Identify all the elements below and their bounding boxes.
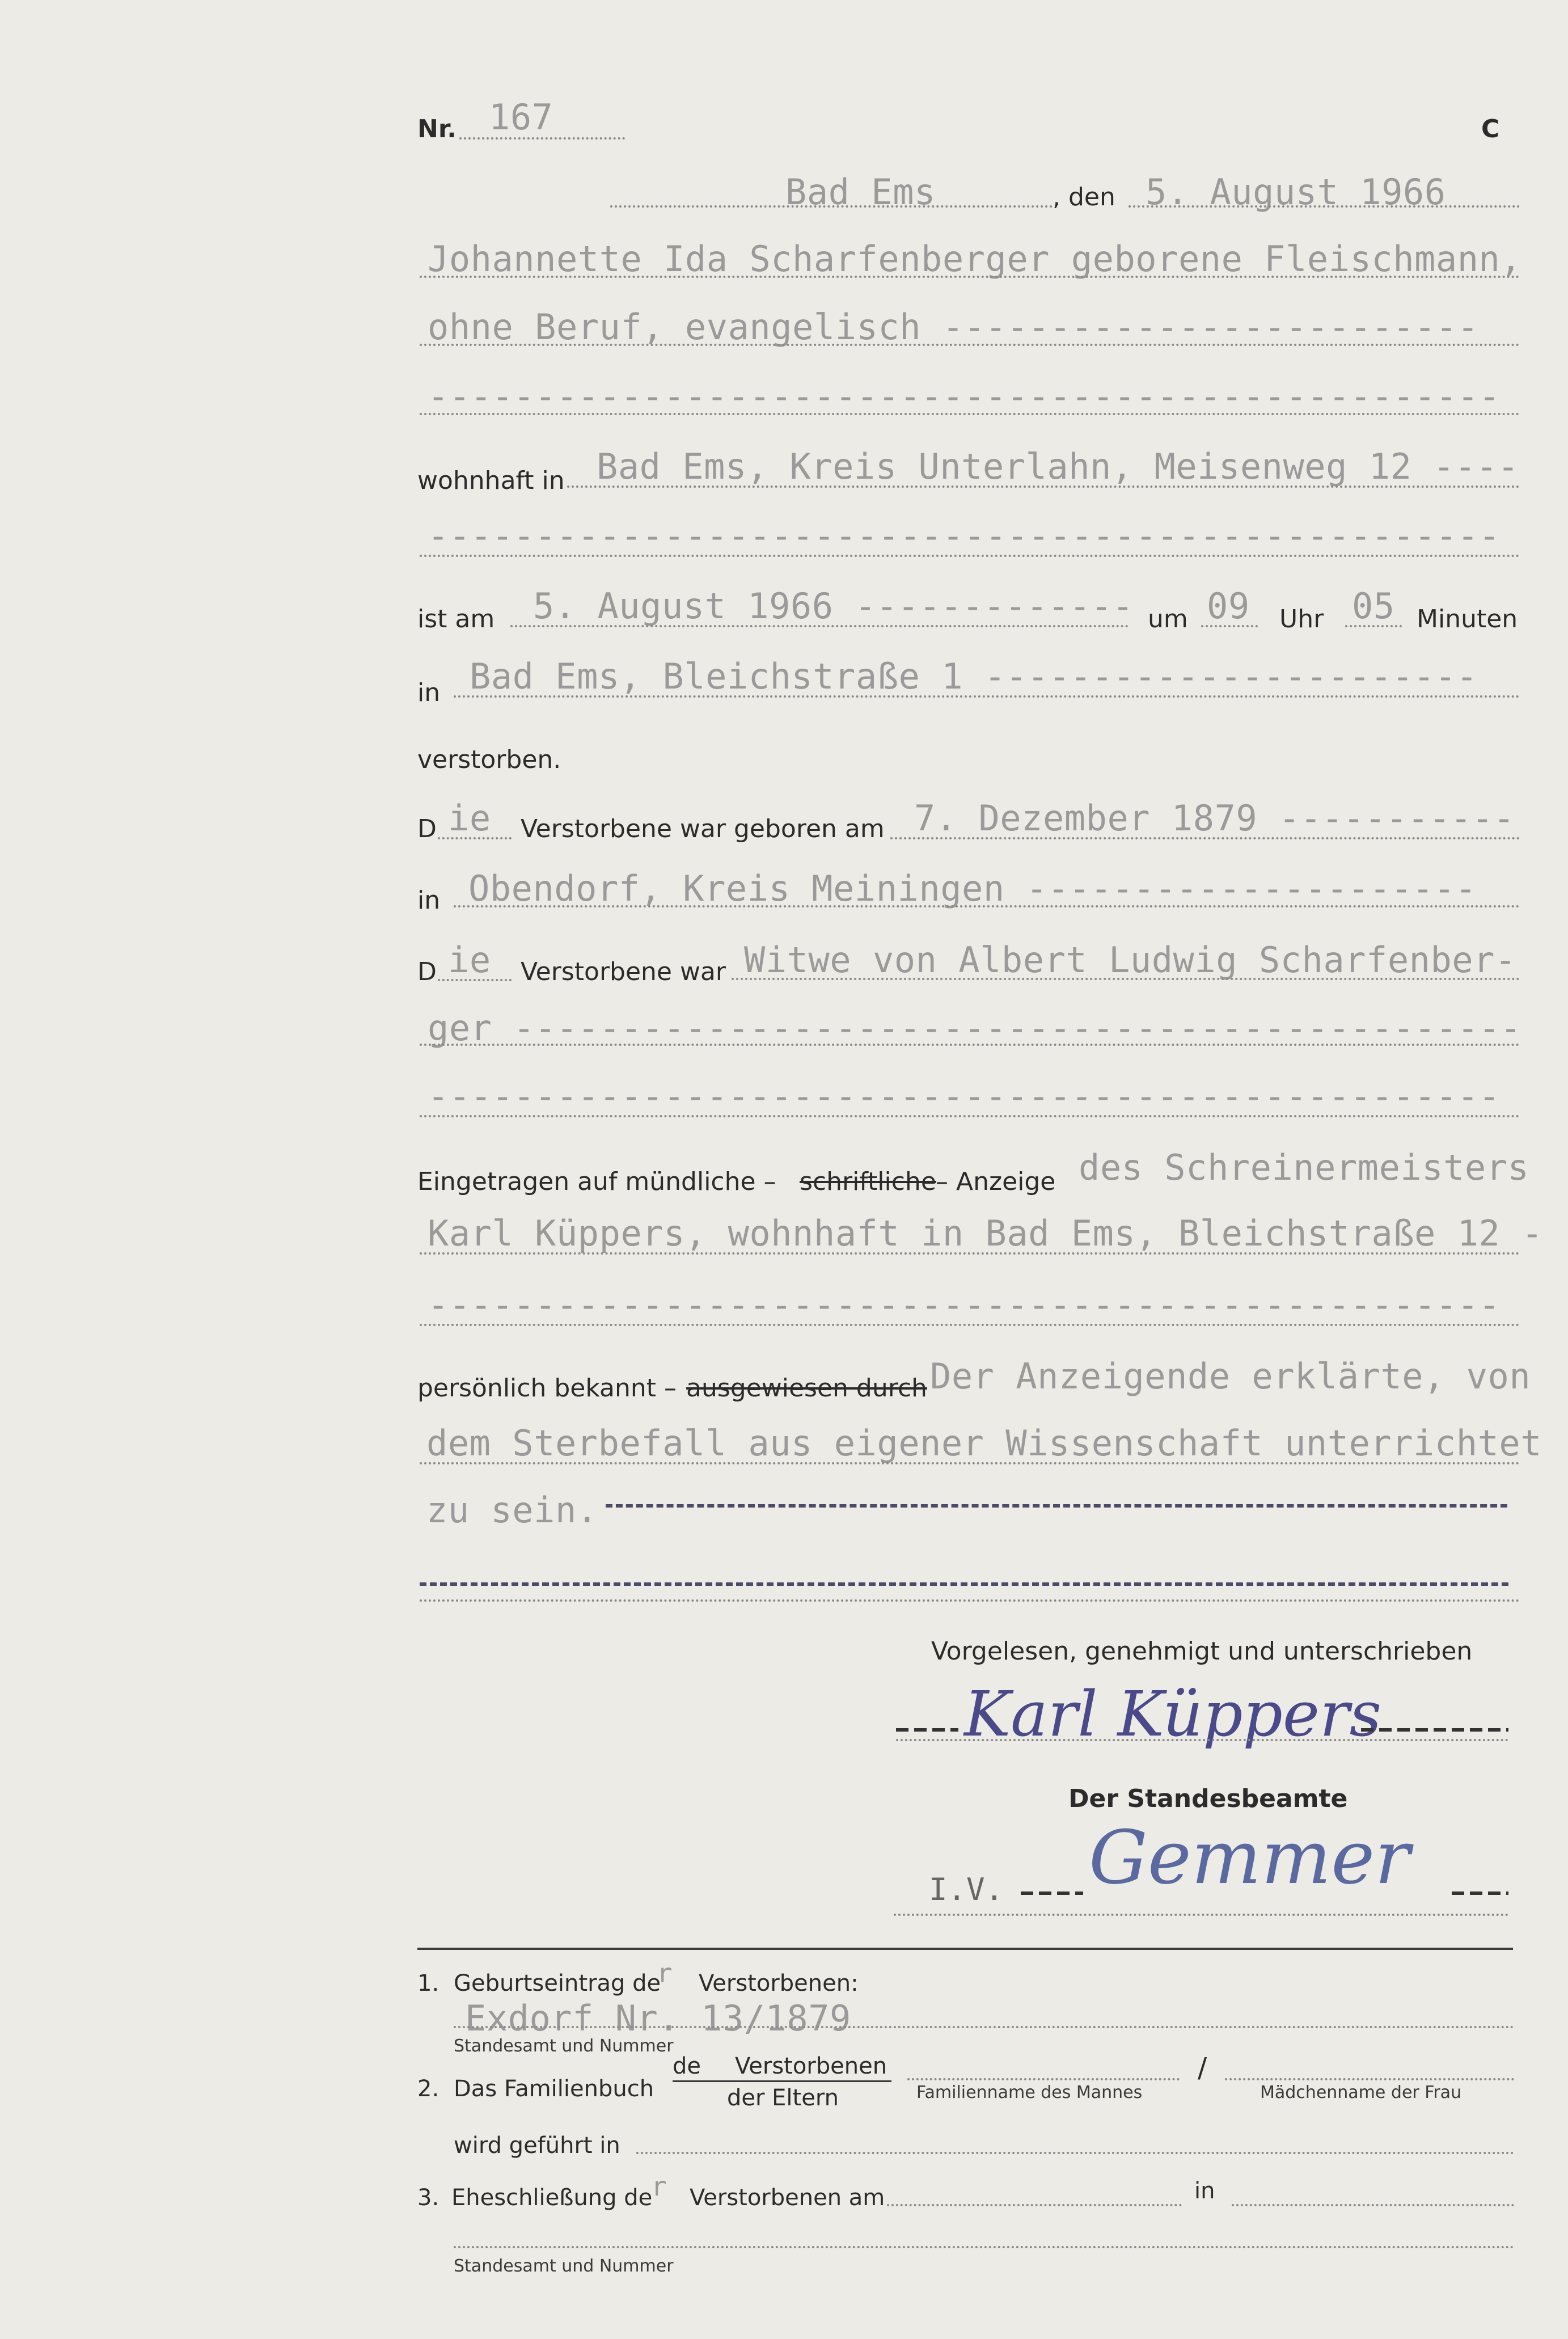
ist-am-label: ist am xyxy=(417,605,495,634)
item2-slash: / xyxy=(1198,2052,1207,2084)
item3-num: 3. xyxy=(417,2185,439,2211)
birth-place-rule xyxy=(454,905,1520,907)
birth-in-label: in xyxy=(417,886,441,915)
death-in-label: in xyxy=(417,678,441,707)
item2-label: Das Familienbuch xyxy=(454,2076,654,2102)
item2-mann-rule xyxy=(907,2078,1180,2080)
iv-label: I.V. xyxy=(929,1872,1004,1907)
identity-fill-dashes-2 xyxy=(420,1582,1508,1586)
identity-value1: Der Anzeigende erklärte, von xyxy=(930,1356,1531,1397)
status-label: Verstorbene war xyxy=(521,957,726,986)
birth-ie: ie xyxy=(448,797,491,839)
report-label-b: – Anzeige xyxy=(936,1167,1056,1196)
item1-r: r xyxy=(657,1958,673,1988)
item1-num: 1. xyxy=(417,1970,439,1996)
verstorben-label: verstorben. xyxy=(417,745,561,774)
birth-label: Verstorbene war geboren am xyxy=(521,814,885,843)
identity-line2: dem Sterbefall aus eigener Wissenschaft unterrichtet xyxy=(426,1422,1542,1464)
registrar-signature xyxy=(1021,1798,1520,1923)
kuppers-signature xyxy=(896,1673,1520,1758)
report-line2: Karl Küppers, wohnhaft in Bad Ems, Bleichstraße 12 - xyxy=(428,1213,1544,1254)
residence-line2-rule xyxy=(420,555,1520,557)
item2-de: de xyxy=(673,2053,701,2079)
item2-wird-label: wird geführt in xyxy=(454,2133,620,2159)
death-hour: 09 xyxy=(1207,585,1250,627)
corner-letter: C xyxy=(1481,115,1500,143)
status-value: Witwe von Albert Ludwig Scharfenber- xyxy=(744,939,1516,981)
date-line xyxy=(1129,205,1520,208)
item1-rule xyxy=(454,2026,1514,2028)
item2-fraction-bar xyxy=(673,2080,891,2082)
report-line3-rule xyxy=(420,1324,1520,1326)
status-rule xyxy=(732,978,1520,980)
item3-label-a: Eheschließung de xyxy=(451,2185,653,2211)
person-line1-rule xyxy=(420,276,1520,278)
identity-line3: zu sein. xyxy=(426,1489,598,1531)
birth-ie-rule xyxy=(438,837,512,839)
item2-num: 2. xyxy=(417,2076,439,2102)
nr-value: 167 xyxy=(489,96,553,138)
birth-place: Obendorf, Kreis Meiningen --------------------- xyxy=(468,868,1477,909)
item3-sub: Standesamt und Nummer xyxy=(454,2256,674,2276)
person-line2-rule xyxy=(420,344,1520,346)
item1-sub: Standesamt und Nummer xyxy=(454,2036,674,2056)
item2-mann-caption: Familienname des Mannes xyxy=(916,2083,1143,2102)
kuppers-signature-text: Karl Küppers xyxy=(964,1678,1382,1750)
item2-frau-caption: Mädchenname der Frau xyxy=(1260,2083,1462,2102)
item1-value: Exdorf Nr. 13/1879 xyxy=(465,1998,851,2039)
place-line xyxy=(610,205,1053,208)
item2-verstorbenen: Verstorbenen xyxy=(735,2053,887,2079)
death-minutes: 05 xyxy=(1352,585,1395,627)
report-line3: -------------------------------------------------- xyxy=(428,1284,1501,1325)
signature-rule-1 xyxy=(896,1739,1508,1741)
person-line2: ohne Beruf, evangelisch ------------------------- xyxy=(428,306,1479,348)
item2-wird-rule xyxy=(636,2152,1514,2154)
identity-label-a: persönlich bekannt – xyxy=(417,1374,677,1403)
item3-r: r xyxy=(651,2171,667,2202)
item2-frau-rule xyxy=(1225,2078,1514,2080)
person-line1: Johannette Ida Scharfenberger geborene Fleischmann, xyxy=(428,238,1522,280)
registrar-label: Der Standesbeamte xyxy=(1068,1784,1348,1813)
item3-rule xyxy=(454,2246,1514,2248)
uhr-label: Uhr xyxy=(1279,605,1324,634)
registrar-signature-text: Gemmer xyxy=(1089,1814,1410,1901)
residence-rule xyxy=(567,485,1520,488)
item3-in: in xyxy=(1194,2178,1215,2204)
death-date: 5. August 1966 ------------- xyxy=(533,585,1134,627)
identity-label-struck: ausgewiesen durch xyxy=(686,1374,927,1403)
status-d-label: D xyxy=(417,957,437,986)
signature-rule-2 xyxy=(894,1914,1508,1916)
nr-label: Nr. xyxy=(417,115,457,143)
birth-date-rule xyxy=(890,837,1520,839)
item1-label-a: Geburtseintrag de xyxy=(454,1970,661,1996)
status-line2-rule xyxy=(420,1044,1520,1046)
date-value: 5. August 1966 xyxy=(1146,171,1446,213)
report-label-a: Eingetragen auf mündliche – xyxy=(417,1167,776,1196)
identity-fill-dashes xyxy=(606,1504,1507,1508)
person-line3: -------------------------------------------------- xyxy=(428,375,1501,417)
hour-rule xyxy=(1201,625,1258,627)
residence-line2: -------------------------------------------------- xyxy=(428,515,1501,556)
status-line3: -------------------------------------------------- xyxy=(428,1075,1501,1117)
status-ie: ie xyxy=(448,939,491,981)
item2-eltern: der Eltern xyxy=(727,2085,839,2111)
birth-date: 7. Dezember 1879 ----------- xyxy=(914,797,1515,839)
footer-separator xyxy=(417,1948,1513,1950)
item3-date-rule xyxy=(887,2204,1182,2206)
item3-in-rule xyxy=(1232,2204,1514,2206)
read-approved-label: Vorgelesen, genehmigt und unterschrieben xyxy=(931,1637,1473,1666)
identity-line2-rule xyxy=(420,1462,1520,1464)
report-value1: des Schreinermeisters xyxy=(1079,1147,1529,1188)
person-line3-rule xyxy=(420,413,1520,415)
den-label: , den xyxy=(1053,183,1115,212)
minuten-label: Minuten xyxy=(1417,605,1518,634)
residence-label: wohnhaft in xyxy=(417,466,565,495)
report-label-struck: schriftliche xyxy=(800,1167,936,1196)
nr-line xyxy=(459,137,625,140)
identity-line4-rule xyxy=(420,1599,1520,1602)
residence-value: Bad Ems, Kreis Unterlahn, Meisenweg 12 ---- xyxy=(597,446,1519,487)
status-line3-rule xyxy=(420,1115,1520,1117)
status-line2: ger ----------------------------------------------- xyxy=(428,1007,1522,1049)
birth-d-label: D xyxy=(417,814,437,843)
um-label: um xyxy=(1148,605,1188,634)
place-value: Bad Ems xyxy=(785,171,936,213)
death-place-rule xyxy=(454,695,1520,698)
minutes-rule xyxy=(1345,625,1402,627)
death-place: Bad Ems, Bleichstraße 1 ----------------------- xyxy=(470,656,1478,697)
item1-label-b: Verstorbenen: xyxy=(699,1970,859,1996)
status-ie-rule xyxy=(438,979,512,981)
item3-label-b: Verstorbenen am xyxy=(690,2185,885,2211)
death-date-rule xyxy=(510,625,1129,627)
report-line2-rule xyxy=(420,1252,1520,1255)
